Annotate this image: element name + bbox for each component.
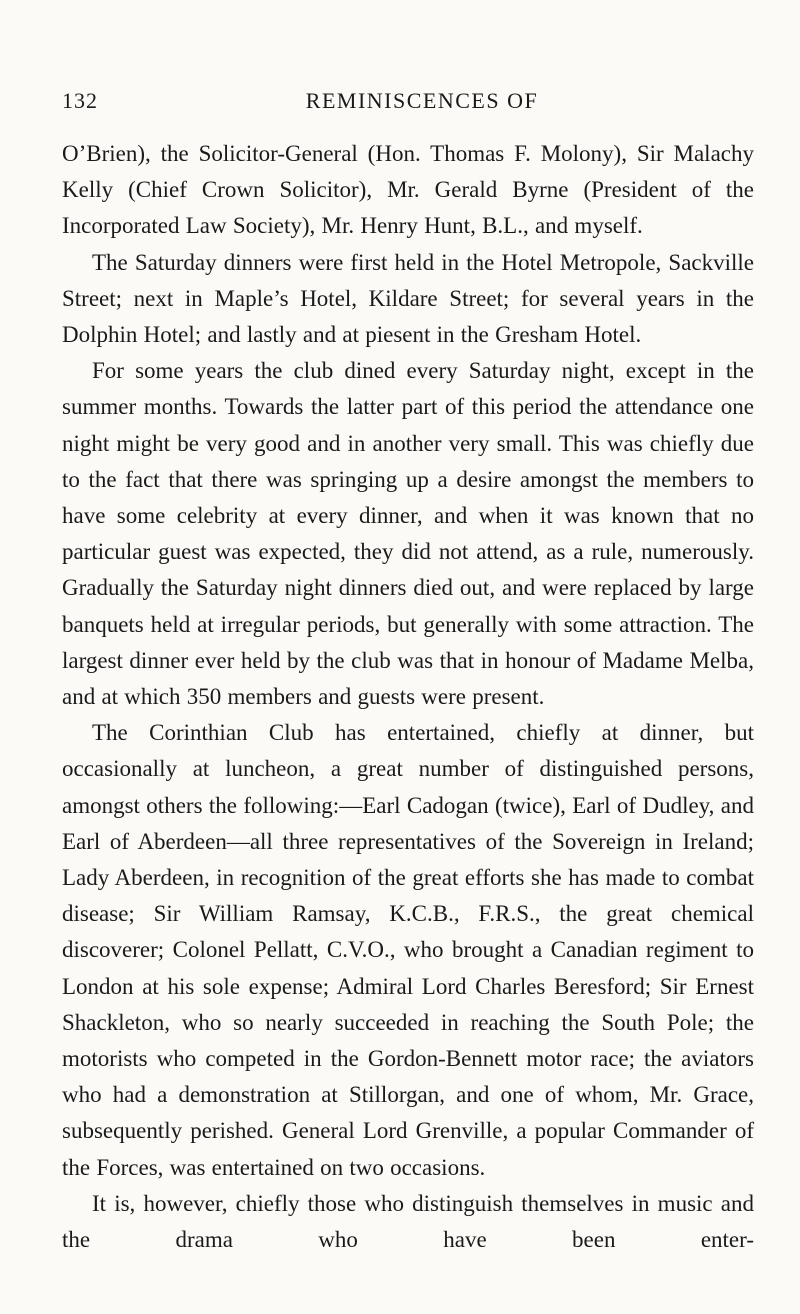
running-title: REMINISCENCES OF	[305, 88, 539, 113]
paragraph: O’Brien), the Solicitor-General (Hon. Thomas F. Molony), Sir Malachy Kelly (Chief Crown Solicitor), Mr. Gerald Byrne (President of the Incorporated Law Society), Mr. Henry Hunt, B.L., and myself.	[62, 141, 754, 239]
running-head	[62, 88, 752, 118]
paragraph: The Saturday dinners were first held in the Hotel Metropole, Sackville Street; next in Maple’s Hotel, Kildare Street; for several years in the Dolphin Hotel; and lastly and at piesent in the Gresham Hotel.	[62, 249, 754, 348]
paragraph: It is, however, chiefly those who distinguish themselves in music and the drama who have been enter-	[62, 1190, 754, 1253]
paragraph: For some years the club dined every Saturday night, except in the summer months. Towards the latter part of this period the attendance one night might be very good and in another very small. This was chiefly due to the fact that there was springing up a desire amongst the members to have some celebrity at every dinner, and when it was known that no particular guest was expected, they did not attend, as a rule, numerously. Gradually the Saturday night dinners died out, and were replaced by large banquets held at irregular periods, but generally with some attraction. The largest dinner ever held by the club was that in honour of Madame Melba, and at which 350 members and guests were present.	[62, 358, 754, 710]
page-number: 132	[62, 88, 98, 113]
body-text	[62, 136, 754, 1258]
paragraph: The Corinthian Club has entertained, chiefly at dinner, but occasionally at luncheon, a great number of distinguished persons, amongst others the following:—Earl Cadogan (twice), Earl of Dudley, and Earl of Aberdeen—all three representatives of the Sovereign in Ireland; Lady Aberdeen, in recognition of the great efforts she has made to combat disease; Sir William Ramsay, K.C.B., F.R.S., the great chemical discoverer; Colonel Pellatt, C.V.O., who brought a Canadian regiment to London at his sole expense; Admiral Lord Charles Beresford; Sir Ernest Shackleton, who so nearly succeeded in reaching the South Pole; the motorists who competed in the Gordon-Bennett motor race; the aviators who had a demonstration at Stillorgan, and one of whom, Mr. Grace, subsequently perished. General Lord Grenville, a popular Commander of the Forces, was entertained on two occasions.	[62, 720, 754, 1180]
